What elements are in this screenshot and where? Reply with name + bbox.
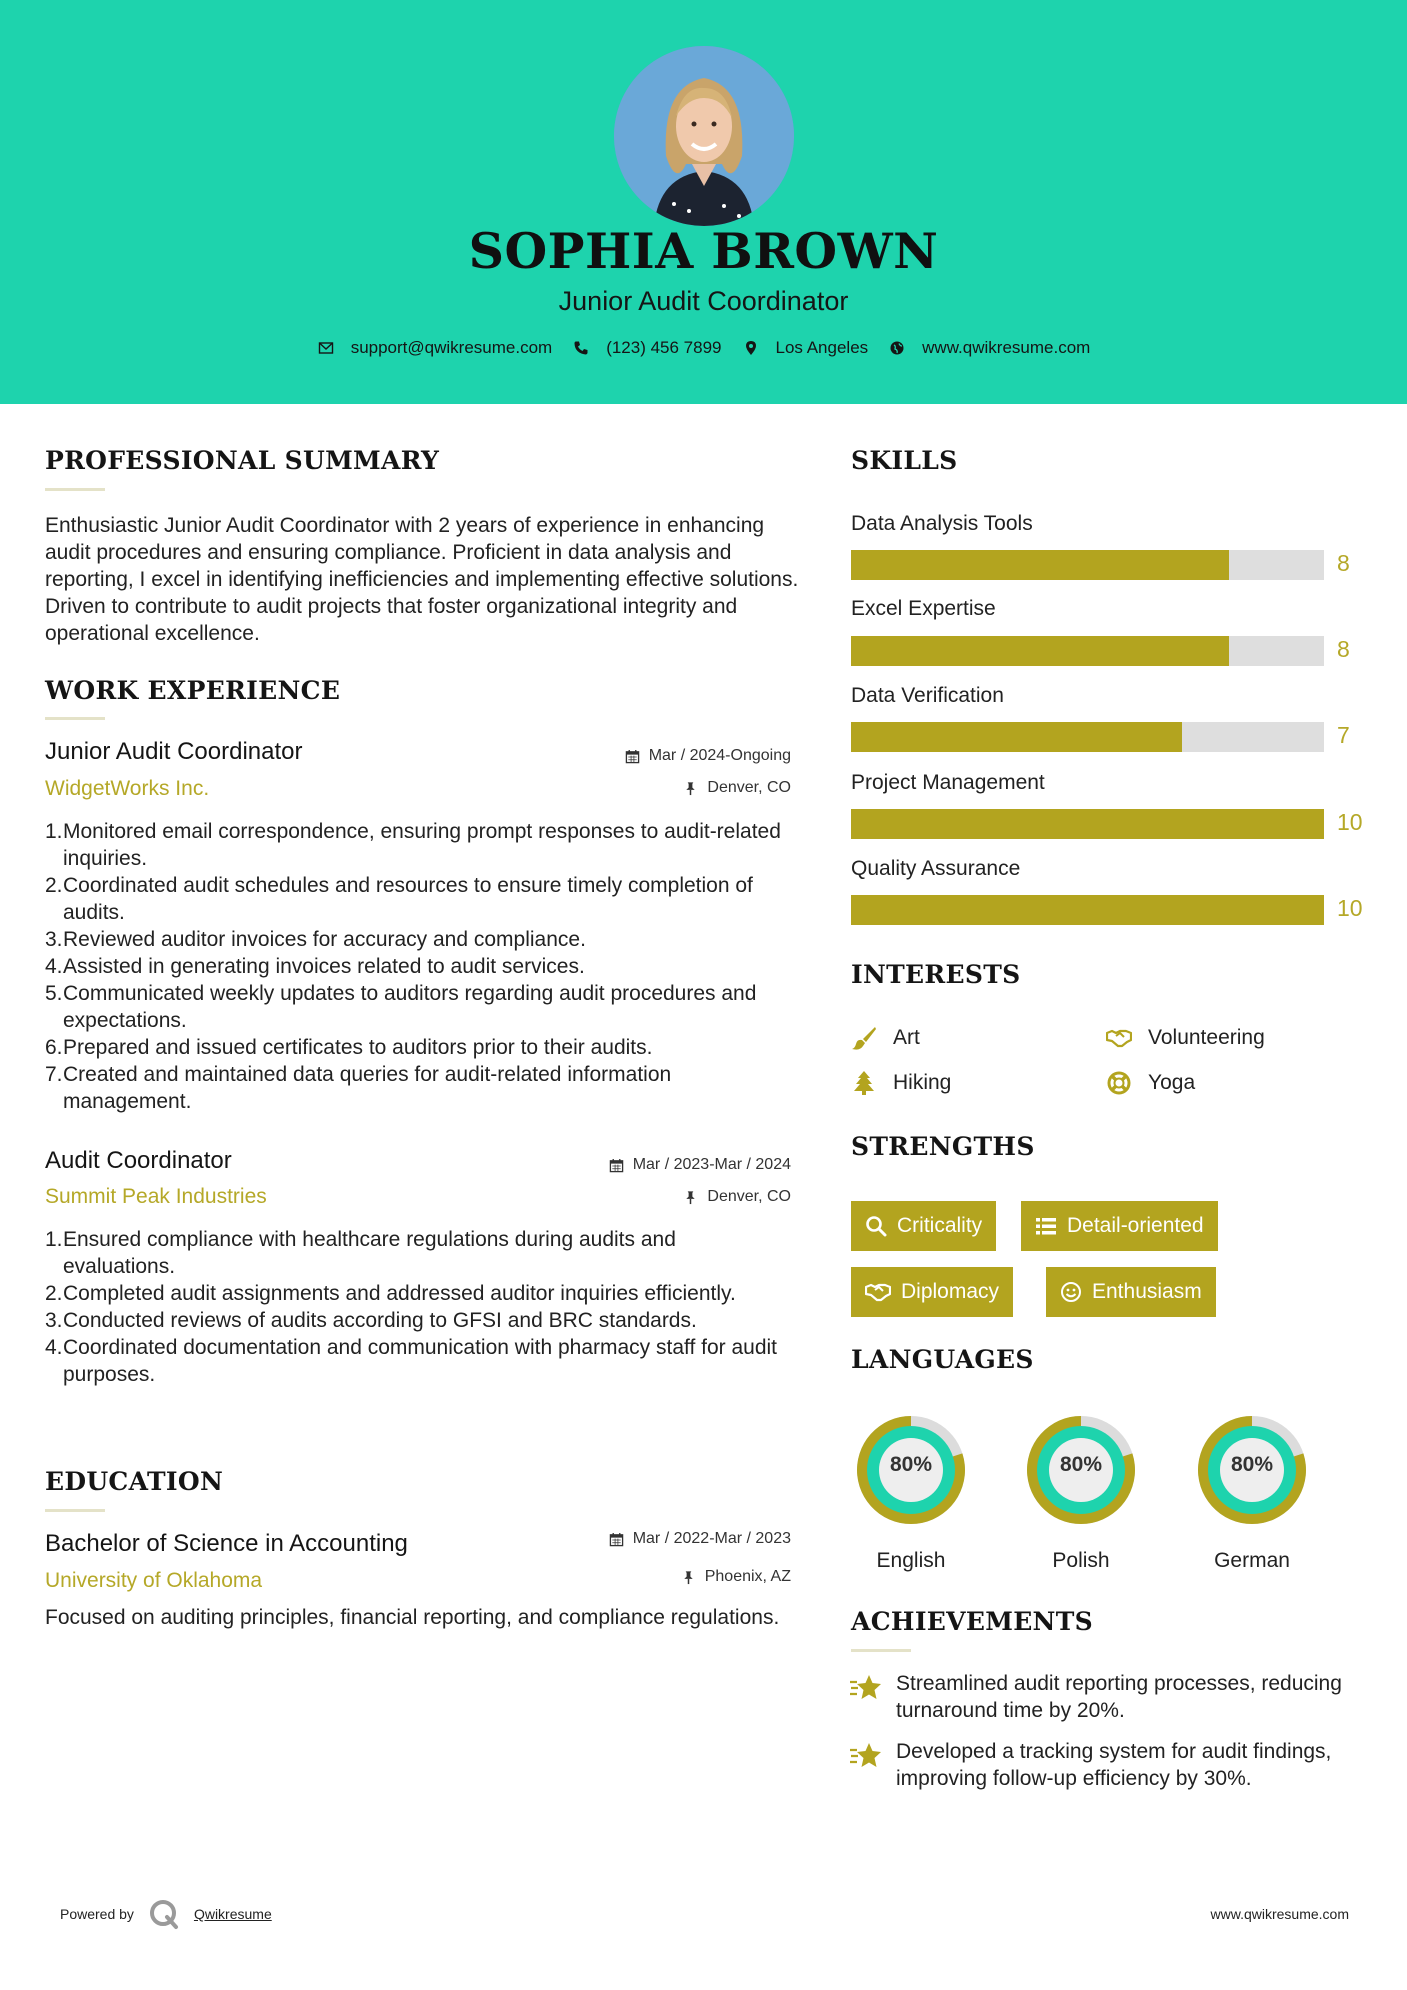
interest-label: Hiking	[893, 1071, 952, 1094]
section-divider	[45, 717, 105, 720]
smile-icon	[1060, 1281, 1082, 1303]
strength-chip	[1046, 1267, 1216, 1317]
education-location-text: Phoenix, AZ	[704, 1568, 791, 1585]
skill-value: 7	[1337, 722, 1350, 748]
strength-chip	[851, 1201, 996, 1251]
education-heading: EDUCATION	[45, 1467, 224, 1496]
education-location	[500, 1568, 791, 1586]
job-dates-text: Mar / 2023-Mar / 2024	[632, 1156, 791, 1173]
list-item: 2. Completed audit assignments and addressed auditor inquiries efficiently.	[45, 1282, 736, 1305]
pushpin-icon	[681, 1570, 696, 1585]
skill-label: Quality Assurance	[851, 857, 1021, 880]
section-divider	[45, 1509, 105, 1512]
phone-text: (123) 456 7899	[606, 338, 722, 357]
contact-phone[interactable]	[572, 338, 721, 358]
summary-heading: PROFESSIONAL SUMMARY	[45, 446, 440, 475]
skill-bar	[851, 550, 1324, 580]
skill-bar-fill	[851, 809, 1324, 839]
skill-bar-fill	[851, 895, 1324, 925]
skill-value: 10	[1337, 895, 1363, 921]
star-achievement-icon	[849, 1673, 883, 1703]
profile-photo	[614, 46, 794, 226]
language-percent: 80%	[1230, 1453, 1274, 1476]
skill-value: 8	[1337, 550, 1350, 576]
strengths-heading: STRENGTHS	[851, 1132, 1035, 1161]
school-name: University of Oklahoma	[45, 1569, 263, 1592]
job-duties-list	[45, 818, 785, 1115]
skill-bar-fill	[851, 550, 1229, 580]
location-text: Los Angeles	[775, 338, 869, 357]
calendar-icon	[609, 1532, 624, 1547]
skill-bar	[851, 722, 1324, 752]
website-text: www.qwikresume.com	[922, 338, 1091, 357]
education-description: Focused on auditing principles, financial reporting, and compliance regulations.	[45, 1606, 780, 1629]
company-name: WidgetWorks Inc.	[45, 777, 210, 800]
contact-email[interactable]	[317, 338, 553, 358]
strength-label: Diplomacy	[901, 1280, 1000, 1303]
language-item	[1020, 1409, 1142, 1572]
language-item	[1191, 1409, 1313, 1572]
job-dates	[500, 747, 791, 765]
interest-item	[851, 1025, 920, 1051]
strength-chip	[1021, 1201, 1218, 1251]
list-item: 6. Prepared and issued certificates to auditors prior to their audits.	[45, 1036, 653, 1059]
skill-bar	[851, 809, 1324, 839]
phone-icon	[572, 339, 590, 357]
interest-label: Volunteering	[1148, 1026, 1265, 1049]
pushpin-icon	[683, 781, 698, 796]
star-achievement-icon	[849, 1741, 883, 1771]
job-location	[500, 1188, 791, 1206]
language-percent: 80%	[1059, 1453, 1103, 1476]
achievements-heading: ACHIEVEMENTS	[851, 1607, 1093, 1636]
list-item: 7. Created and maintained data queries for audit-related information management.	[45, 1063, 672, 1113]
powered-by-text: Powered by	[60, 1906, 134, 1922]
interests-heading: INTERESTS	[851, 960, 1021, 989]
resume-header	[0, 0, 1407, 404]
footer-website[interactable]: www.qwikresume.com	[1210, 1906, 1349, 1922]
calendar-icon	[609, 1158, 624, 1173]
interest-item	[851, 1070, 951, 1096]
job-location-text: Denver, CO	[707, 1188, 791, 1205]
interest-label: Art	[893, 1026, 920, 1049]
job-dates-text: Mar / 2024-Ongoing	[648, 747, 791, 764]
interest-label: Yoga	[1148, 1071, 1196, 1094]
job-dates	[500, 1156, 791, 1174]
degree-title: Bachelor of Science in Accounting	[45, 1530, 408, 1557]
skills-heading: SKILLS	[851, 446, 958, 475]
skill-bar-fill	[851, 722, 1182, 752]
strength-chip	[851, 1267, 1013, 1317]
skill-value: 10	[1337, 809, 1363, 835]
contact-website[interactable]	[888, 338, 1090, 358]
language-name: English	[876, 1549, 946, 1572]
language-item	[850, 1409, 972, 1572]
strength-label: Criticality	[897, 1214, 983, 1237]
skill-label: Excel Expertise	[851, 597, 996, 620]
list-item: 4. Assisted in generating invoices related to audit services.	[45, 955, 585, 978]
language-name: German	[1214, 1549, 1290, 1572]
section-divider	[851, 1649, 911, 1652]
skill-label: Data Verification	[851, 684, 1004, 707]
handshake-icon	[865, 1281, 891, 1303]
company-name: Summit Peak Industries	[45, 1185, 267, 1208]
language-percent: 80%	[889, 1453, 933, 1476]
globe-icon	[888, 339, 906, 357]
job-title: Junior Audit Coordinator	[45, 738, 303, 765]
education-dates-text: Mar / 2022-Mar / 2023	[632, 1530, 791, 1547]
list-item: 3. Conducted reviews of audits according to GFSI and BRC standards.	[45, 1309, 697, 1332]
language-name: Polish	[1052, 1549, 1110, 1572]
email-text: support@qwikresume.com	[350, 338, 553, 357]
section-divider	[45, 488, 105, 491]
qwikresume-link[interactable]: Qwikresume	[193, 1906, 272, 1922]
contact-bar	[0, 338, 1407, 358]
pushpin-icon	[683, 1190, 698, 1205]
list-item: 1. Ensured compliance with healthcare regulations during audits and evaluations.	[45, 1228, 676, 1278]
interest-item	[1106, 1070, 1195, 1096]
skill-bar-fill	[851, 636, 1229, 666]
map-marker-icon	[742, 339, 760, 357]
list-item: 3. Reviewed auditor invoices for accuracy and compliance.	[45, 928, 586, 951]
handshake-icon	[1106, 1025, 1132, 1051]
skill-label: Data Analysis Tools	[851, 512, 1033, 535]
job-title: Audit Coordinator	[45, 1147, 232, 1174]
lifering-icon	[1106, 1070, 1132, 1096]
summary-text: Enthusiastic Junior Audit Coordinator with 2 years of experience in enhancing audit procedures and ensuring compliance. Proficient in data analysis and reporting, I excel in identifying inefficiencies and implementing effective solutions. Driven to contribute to audit projects that foster organizational integrity and operational excellence.	[45, 514, 799, 645]
footer-branding	[60, 1898, 272, 1930]
education-dates	[500, 1530, 791, 1548]
calendar-icon	[625, 749, 640, 764]
envelope-icon	[317, 339, 335, 357]
candidate-name: SOPHIA BROWN	[468, 222, 939, 280]
job-location	[500, 779, 791, 797]
list-item: 4. Coordinated documentation and communication with pharmacy staff for audit purposes.	[45, 1336, 778, 1386]
skill-value: 8	[1337, 636, 1350, 662]
list-item: 2. Coordinated audit schedules and resources to ensure timely completion of audits.	[45, 874, 753, 924]
list-item: 1. Monitored email correspondence, ensuring prompt responses to audit-related inquiries.	[45, 820, 781, 870]
skill-label: Project Management	[851, 771, 1045, 794]
paintbrush-icon	[851, 1025, 877, 1051]
experience-heading: WORK EXPERIENCE	[45, 676, 341, 705]
search-icon	[865, 1215, 887, 1237]
skill-bar	[851, 895, 1324, 925]
achievement-item: Streamlined audit reporting processes, reducing turnaround time by 20%.	[896, 1672, 1342, 1722]
list-icon	[1035, 1215, 1057, 1237]
candidate-title: Junior Audit Coordinator	[558, 286, 849, 316]
achievement-item: Developed a tracking system for audit findings, improving follow-up efficiency by 30%.	[896, 1740, 1332, 1790]
contact-location	[742, 338, 869, 358]
list-item: 5. Communicated weekly updates to auditors regarding audit procedures and expectations.	[45, 982, 757, 1032]
tree-icon	[851, 1070, 877, 1096]
qwikresume-logo-icon	[148, 1898, 180, 1930]
job-duties-list	[45, 1226, 785, 1388]
languages-heading: LANGUAGES	[851, 1345, 1034, 1374]
skill-bar	[851, 636, 1324, 666]
job-location-text: Denver, CO	[707, 779, 791, 796]
strength-label: Enthusiasm	[1092, 1280, 1202, 1303]
strength-label: Detail-oriented	[1067, 1214, 1204, 1237]
interest-item	[1106, 1025, 1265, 1051]
